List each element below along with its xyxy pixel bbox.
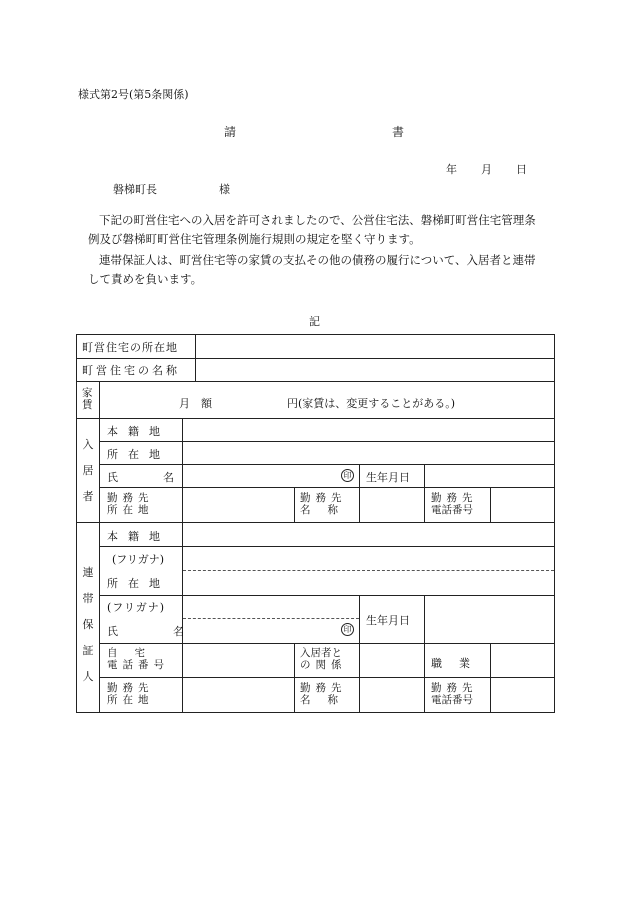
title-char-left: 請 — [224, 125, 237, 139]
location-label: 町営住宅の所在地 — [82, 341, 178, 354]
guarantor-workplace-phone-label: 電話番号 — [431, 694, 473, 706]
occupant-name-label: 氏名 — [107, 471, 219, 484]
rent-label: 家賃 — [82, 387, 93, 411]
rent-monthly-label: 月 額 — [179, 397, 212, 410]
guarantor-honseki-label: 本籍地 — [107, 530, 170, 543]
guarantor-workplace-name-label: 名称 — [300, 694, 355, 706]
guarantor-relation-label: 入居者と — [300, 647, 342, 659]
rent-note: 円(家賃は、変更することがある。) — [287, 397, 456, 410]
guarantor-occupation-label: 職業 — [431, 657, 487, 670]
guarantor-name-label: 氏名 — [107, 625, 239, 638]
guarantor-birthdate-label: 生年月日 — [366, 614, 410, 627]
guarantor-home-label: 自宅 — [107, 647, 162, 659]
guarantor-workplace-label: 勤務先 — [107, 682, 154, 694]
occupant-workplace-phone-label: 電話番号 — [431, 504, 473, 516]
occupant-seal-mark: 印 — [341, 469, 354, 482]
occupant-address-label: 所在地 — [107, 448, 170, 461]
date-year: 年 — [446, 163, 457, 176]
guarantor-workplace-label-2: 勤務先 — [300, 682, 347, 694]
occupant-honseki-label: 本籍地 — [107, 425, 170, 438]
paragraph-1-line-2: 例及び磐梯町町営住宅管理条例施行規則の規定を堅く守ります。 — [88, 232, 421, 246]
guarantor-furigana-label: (フリガナ) — [112, 553, 165, 566]
occupant-workplace-label-3: 勤務先 — [431, 492, 478, 504]
paragraph-1-line-1: 下記の町営住宅への入居を許可されましたので、公営住宅法、磐梯町町営住宅管理条 — [99, 213, 536, 227]
addressee-honorific: 様 — [219, 183, 230, 196]
occupant-workplace-name-label: 名称 — [300, 504, 355, 516]
date-month: 月 — [481, 163, 492, 176]
guarantor-seal-mark: 印 — [341, 623, 354, 636]
guarantor-address-label: 所在地 — [107, 577, 170, 590]
title-char-right: 書 — [392, 125, 405, 139]
form-number: 様式第2号(第5条関係) — [78, 88, 189, 101]
occupant-workplace-label: 勤務先 — [107, 492, 154, 504]
guarantor-furigana-label-2: (フリガナ) — [107, 601, 166, 614]
date-day: 日 — [516, 163, 527, 176]
occupant-header: 入居者 — [82, 438, 94, 503]
housing-name-label: 町営住宅の名称 — [82, 364, 180, 377]
paragraph-2-line-1: 連帯保証人は、町営住宅等の家賃の支払その他の債務の履行について、入居者と連帯 — [99, 253, 536, 267]
ki-heading: 記 — [309, 315, 320, 328]
guarantor-workplace-label-3: 勤務先 — [431, 682, 478, 694]
guarantor-home-phone-label: 電話番号 — [107, 659, 169, 671]
occupant-workplace-label-2: 勤務先 — [300, 492, 347, 504]
guarantor-workplace-address-label: 所在地 — [107, 694, 154, 706]
paragraph-2-line-2: して責めを負います。 — [88, 272, 203, 286]
occupant-birthdate-label: 生年月日 — [366, 471, 410, 484]
occupant-workplace-address-label: 所在地 — [107, 504, 154, 516]
guarantor-header: 連帯保証人 — [82, 566, 94, 683]
guarantor-relation-label-2: の関係 — [300, 659, 347, 671]
addressee-name: 磐梯町長 — [113, 183, 157, 196]
